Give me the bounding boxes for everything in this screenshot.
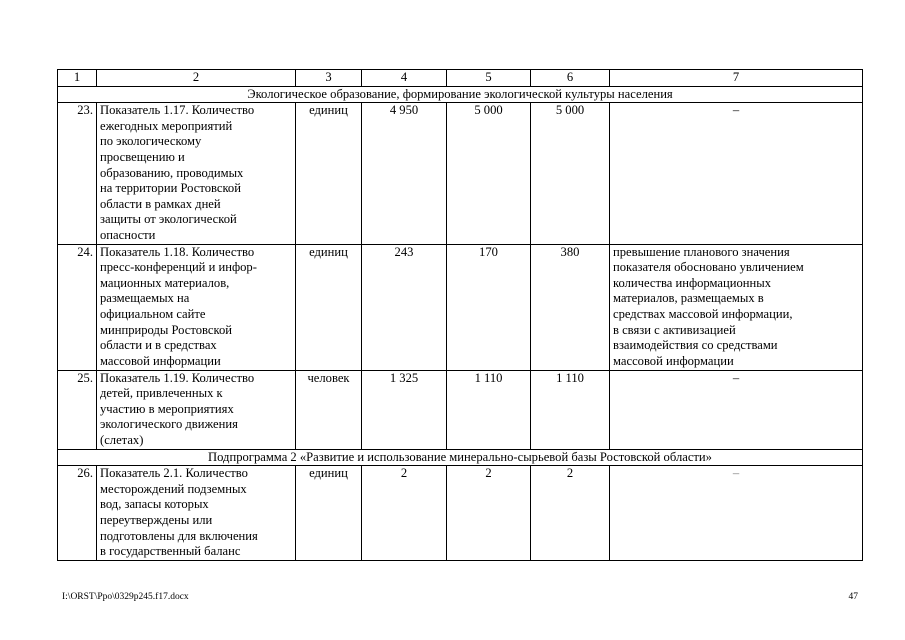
column-number: 3 (296, 70, 362, 87)
section-heading-row (58, 449, 863, 466)
table-row (58, 466, 863, 561)
section-heading: Подпрограмма 2 «Развитие и использование минерально-сырьевой базы Ростовской области» (58, 449, 863, 466)
row-number: 26. (58, 466, 97, 561)
row-number: 23. (58, 103, 97, 244)
value-col5: 1 110 (447, 370, 531, 449)
value-col6: 380 (531, 244, 610, 370)
value-col5: 170 (447, 244, 531, 370)
value-col6: 5 000 (531, 103, 610, 244)
comment-cell: – (610, 103, 863, 244)
column-number: 2 (97, 70, 296, 87)
value-col5: 5 000 (447, 103, 531, 244)
comment-cell: – (610, 370, 863, 449)
value-col4: 243 (362, 244, 447, 370)
column-number: 4 (362, 70, 447, 87)
value-col4: 2 (362, 466, 447, 561)
value-col6: 1 110 (531, 370, 610, 449)
unit-cell: человек (296, 370, 362, 449)
column-number-header-row (58, 70, 863, 87)
table-row (58, 244, 863, 370)
value-col6: 2 (531, 466, 610, 561)
unit-cell: единиц (296, 244, 362, 370)
row-number: 24. (58, 244, 97, 370)
column-number: 5 (447, 70, 531, 87)
row-number: 25. (58, 370, 97, 449)
indicator-name: Показатель 2.1. Количество месторождений подземных вод, запасы которых переутверждены или подготовлены для включения в государственный баланс (97, 466, 296, 561)
section-heading: Экологическое образование, формирование экологической культуры населения (58, 86, 863, 103)
indicator-name: Показатель 1.17. Количество ежегодных мероприятий по экологическому просвещению и образованию, проводимых на территории Ростовской области в рамках дней защиты от экологической опасности (97, 103, 296, 244)
comment-cell: – (610, 466, 863, 561)
table-row (58, 103, 863, 244)
page-number: 47 (848, 592, 858, 602)
value-col5: 2 (447, 466, 531, 561)
value-col4: 1 325 (362, 370, 447, 449)
indicator-name: Показатель 1.19. Количество детей, привлеченных к участию в мероприятиях экологического движения (слетах) (97, 370, 296, 449)
table-row (58, 370, 863, 449)
report-table (57, 69, 863, 561)
footer-file-path: I:\ORST\Ppo\0329p245.f17.docx (62, 592, 189, 602)
value-col4: 4 950 (362, 103, 447, 244)
unit-cell: единиц (296, 466, 362, 561)
column-number: 6 (531, 70, 610, 87)
comment-cell: превышение планового значения показателя обосновано увличением количества информационных материалов, размещаемых в средствах массовой информации, в связи с активизацией взаимодействия со средствами массовой информации (610, 244, 863, 370)
column-number: 7 (610, 70, 863, 87)
section-heading-row (58, 86, 863, 103)
unit-cell: единиц (296, 103, 362, 244)
column-number: 1 (58, 70, 97, 87)
indicator-name: Показатель 1.18. Количество пресс-конференций и инфор- мационных материалов, размещаемых на официальном сайте минприроды Ростовской области и в средствах массовой информации (97, 244, 296, 370)
